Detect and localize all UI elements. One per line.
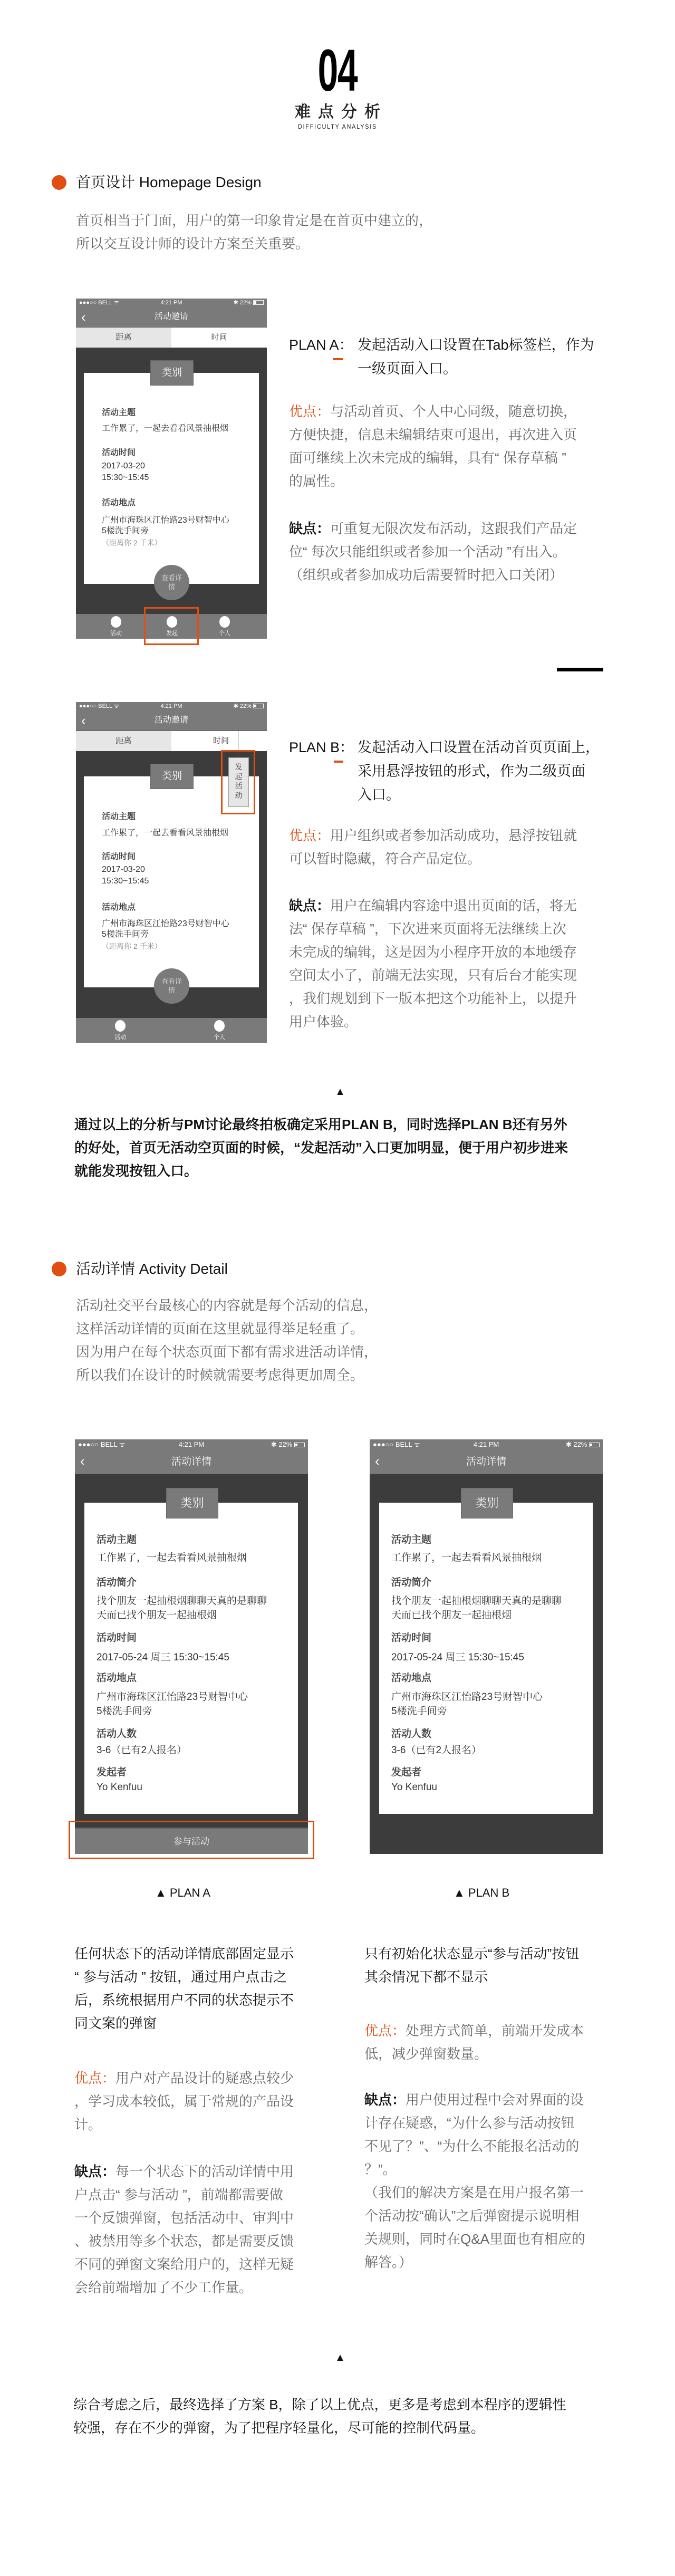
nav-bar	[75, 1450, 308, 1474]
text-line: 不同的弹窗文案给用户的，这样无疑	[74, 2256, 294, 2272]
distance-note: （距离你 2 千米）	[102, 539, 162, 547]
pros-label: 优点：	[289, 828, 331, 843]
topic-label: 活动主题	[102, 812, 136, 821]
text-line: 位“ 每次只能组织或者参加一个活动 ”有出入。	[289, 544, 566, 560]
section-bullet-icon	[52, 1262, 66, 1276]
text-line: 面可继续上次未完成的编辑，具有“ 保存草稿 ”	[289, 450, 566, 466]
text-line: 一个反馈弹窗，包括活动中、审判中	[74, 2210, 294, 2226]
text-line: 入口。	[358, 787, 400, 803]
battery-status	[271, 1439, 305, 1450]
text-line: 方便快捷，信息未编辑结束可退出，再次进入页	[289, 427, 577, 443]
battery-text: ✱ 22%	[233, 703, 252, 709]
pros-label: 优点：	[74, 2070, 116, 2086]
text-line: 活动社交平台最核心的内容就是每个活动的信息，	[76, 1297, 378, 1313]
text-line: 会给前端增加了不少工作量。	[74, 2280, 253, 2295]
tabbar-activity[interactable]	[110, 1020, 131, 1041]
date-value: 2017-03-20	[102, 462, 145, 470]
text-line: 后，系统根据用户不同的状态提示不	[74, 1992, 294, 2008]
section-bullet-icon	[52, 175, 66, 190]
distance-note: （距离你 2 千米）	[102, 942, 162, 950]
text-line: 用户使用过程中会对界面的设	[406, 2092, 584, 2108]
text-line: 综合考虑之后，最终选择了方案 B，除了以上优点，更多是考虑到本程序的逻辑性	[73, 2397, 566, 2412]
homepage-intro	[76, 209, 432, 255]
topic-value: 工作累了，一起去看看风景抽根烟	[97, 1552, 247, 1563]
text-line: 发起活动入口设置在活动首页页面上，	[358, 739, 600, 755]
category-tag: 类别	[166, 1488, 218, 1518]
time-label: 活动时间	[97, 1632, 137, 1643]
plan-underline	[334, 761, 343, 763]
activity-detail-intro	[76, 1294, 378, 1387]
text-line: 发起活动入口设置在Tab标签栏，作为	[358, 337, 594, 353]
detail-phone-plan-b	[370, 1439, 603, 1854]
back-chevron-icon[interactable]: ‹	[80, 1453, 85, 1469]
plan-a-cons	[289, 517, 577, 587]
plan-b-key	[289, 736, 354, 760]
category-tag: 类别	[150, 764, 194, 789]
text-line: 计。	[74, 2117, 102, 2132]
place-line-1: 广州市海珠区江怡路23号财智中心	[102, 919, 229, 928]
category-tag: 类别	[461, 1488, 513, 1518]
organizer-value: Yo Kenfuu	[391, 1782, 437, 1793]
nav-title: 活动详情	[466, 1456, 506, 1467]
cons-text	[289, 521, 577, 583]
text-line: 任何状态下的活动详情底部固定显示	[74, 1946, 294, 1962]
text-line: 采用悬浮按钮的形式，作为二级页面	[358, 763, 585, 779]
topic-label: 活动主题	[97, 1534, 137, 1545]
plan-b-headline	[289, 736, 600, 803]
caption-plan-b: ▲ PLAN B	[454, 1886, 510, 1899]
tabbar-activity[interactable]	[105, 616, 127, 637]
plan-underline	[333, 358, 343, 360]
caption-plan-a: ▲ PLAN A	[155, 1886, 210, 1899]
plan-a-key	[289, 333, 353, 357]
text-line: 较强，存在不少的弹窗，为了把程序轻量化，尽可能的控制代码量。	[73, 2420, 485, 2436]
pros-label: 优点：	[364, 2023, 406, 2039]
nav-title: 活动邀请	[154, 312, 188, 321]
plan-key-text: PLAN B：	[289, 739, 354, 755]
tabbar-label: 个人	[219, 630, 230, 637]
place-label: 活动地点	[102, 498, 136, 507]
back-chevron-icon[interactable]: ‹	[81, 309, 86, 325]
clock: 4:21 PM	[178, 1440, 205, 1448]
me-tab-icon	[219, 616, 230, 628]
text-line: （我们的解决方案是在用户报名第一	[364, 2185, 584, 2200]
people-value: 3-6（已有2人报名）	[391, 1745, 482, 1756]
text-line: ，我们规划到下一版本把这个功能补上，以提升	[289, 991, 577, 1006]
tabbar-me[interactable]	[214, 616, 235, 637]
text-line: 通过以上的分析与PM讨论最终拍板确定采用PLAN B，同时选择PLAN B还有另外	[74, 1117, 567, 1132]
cons-text	[364, 2092, 585, 2270]
detail-plan-b-desc	[364, 1942, 579, 1988]
place-line-1: 广州市海珠区江怡路23号财智中心	[102, 516, 229, 525]
tabbar-label: 个人	[214, 1034, 225, 1041]
detail-phone-plan-a	[75, 1439, 308, 1854]
carrier-signal: ●●●○○ BELL ᯤ	[78, 1440, 126, 1448]
text-line: “ 参与活动 ” 按钮，通过用户点击之	[74, 1969, 287, 1985]
battery-icon	[253, 300, 264, 305]
place-label: 活动地点	[102, 903, 136, 912]
time-label: 活动时间	[102, 448, 136, 457]
tabbar-label: 活动	[114, 1034, 126, 1041]
text-line: 法“ 保存草稿 ”，下次进来页面将无法继续上次	[289, 921, 566, 937]
tabbar-me[interactable]	[209, 1020, 230, 1041]
battery-status	[234, 299, 264, 307]
topic-label: 活动主题	[102, 408, 136, 417]
detail-plan-a-cons	[74, 2160, 294, 2299]
tabbar-label: 活动	[110, 630, 122, 637]
text-line: ？”。	[364, 2161, 397, 2177]
text-line: 户点击“ 参与活动 ”，前端都需要做	[74, 2187, 283, 2203]
tab-distance[interactable]: 距离	[76, 328, 171, 348]
intro-label: 活动简介	[97, 1577, 137, 1588]
time-value: 15:30~15:45	[102, 473, 149, 482]
activity-tab-icon	[111, 616, 121, 628]
tab-time[interactable]: 时间	[213, 736, 229, 745]
people-label: 活动人数	[391, 1728, 432, 1739]
activity-tab-icon	[115, 1020, 126, 1032]
plan-b-cons	[289, 894, 577, 1033]
people-label: 活动人数	[97, 1728, 137, 1739]
triangle-marker-icon: ▲	[335, 2352, 345, 2363]
clock: 4:21 PM	[473, 1440, 499, 1448]
carrier-signal: ●●●○○ BELL ᯤ	[79, 703, 119, 709]
intro-line-1: 找个朋友一起抽根烟聊聊天真的是聊聊	[97, 1595, 267, 1607]
nav-bar	[76, 307, 267, 328]
section-number: 04	[317, 37, 358, 103]
nav-title: 活动邀请	[154, 716, 188, 725]
cons-label: 缺点：	[289, 521, 331, 536]
view-details-button[interactable]: 查看详情	[154, 565, 189, 600]
detail-plan-b-pros	[364, 2019, 584, 2065]
place-line-1: 广州市海珠区江怡路23号财智中心	[97, 1691, 248, 1703]
launch-activity-float-button[interactable]: 发起活动	[228, 757, 249, 807]
plan-a-headline-text	[358, 333, 594, 381]
topic-value: 工作累了，一起去看看风景抽根烟	[391, 1552, 542, 1563]
text-line: 所以我们在设计的时候就需要考虑得更加周全。	[76, 1367, 364, 1383]
time-label: 活动时间	[102, 852, 136, 861]
view-details-button[interactable]: 查看详情	[154, 968, 189, 1004]
organizer-label: 发起者	[97, 1767, 127, 1778]
plan-a-pros	[289, 400, 577, 493]
back-chevron-icon[interactable]: ‹	[375, 1453, 380, 1469]
home-phone-plan-a	[76, 299, 267, 639]
carrier-signal: ●●●○○ BELL ᯤ	[373, 1440, 420, 1448]
organizer-value: Yo Kenfuu	[97, 1782, 142, 1793]
join-activity-button[interactable]: 参与活动	[75, 1828, 308, 1854]
bottom-tab-bar	[76, 1018, 267, 1043]
homepage-design-heading: 首页设计 Homepage Design	[76, 174, 262, 190]
category-tag: 类别	[150, 360, 194, 386]
text-line: ，学习成本较低，属于常规的产品设	[74, 2093, 294, 2109]
text-line: 计存在疑惑，“为什么参与活动按钮	[364, 2115, 575, 2131]
detail-plan-a-desc	[74, 1942, 294, 2035]
organizer-label: 发起者	[391, 1767, 422, 1778]
me-tab-icon	[214, 1020, 225, 1032]
text-line: 低，减少弹窗数量。	[364, 2046, 488, 2062]
status-bar	[370, 1439, 603, 1450]
battery-text: ✱ 22%	[565, 1440, 587, 1448]
battery-icon	[294, 1443, 305, 1447]
battery-icon	[253, 704, 264, 708]
text-line: 解答。）	[364, 2254, 413, 2270]
text-line: 用户组织或者参加活动成功，悬浮按钮就	[330, 828, 577, 843]
plan-a-headline	[289, 333, 594, 377]
tab-time[interactable]: 时间	[211, 333, 227, 342]
intro-line-1: 找个朋友一起抽根烟聊聊天真的是聊聊	[391, 1595, 562, 1607]
text-line: 用户在编辑内容途中退出页面的话，将无	[330, 898, 577, 914]
clock: 4:21 PM	[160, 300, 182, 306]
text-line: 用户体验。	[289, 1014, 358, 1030]
text-line: 可重复无限次发布活动，这跟我们产品定	[330, 521, 577, 536]
intro-line-2: 天而已找个朋友一起抽根烟	[391, 1610, 512, 1621]
text-line: （组织或者参加成功后需要暂时把入口关闭）	[289, 567, 564, 583]
date-value: 2017-03-20	[102, 865, 145, 874]
time-label: 活动时间	[391, 1632, 432, 1643]
detail-plan-b-cons	[364, 2088, 585, 2274]
text-line: 所以交互设计师的设计方案至关重要。	[76, 236, 310, 252]
tab-distance[interactable]: 距离	[76, 731, 171, 751]
tabbar-label: 发起	[166, 630, 178, 637]
intro-line-2: 天而已找个朋友一起抽根烟	[97, 1610, 217, 1621]
plan-key-text: PLAN A：	[289, 337, 353, 353]
place-line-2: 5楼洗手间旁	[391, 1706, 447, 1717]
cons-text	[289, 898, 577, 1030]
cons-label: 缺点：	[364, 2092, 406, 2108]
status-bar	[76, 299, 267, 307]
text-line: 空间太小了，前端无法实现，只有后台才能实现	[289, 967, 577, 983]
text-line: 每一个状态下的活动详情中用	[115, 2164, 294, 2179]
time-value: 15:30~15:45	[102, 877, 149, 886]
place-label: 活动地点	[391, 1673, 432, 1684]
intro-label: 活动简介	[391, 1577, 432, 1588]
status-bar	[75, 1439, 308, 1450]
place-line-2: 5楼洗手间旁	[102, 930, 149, 939]
time-value: 2017-05-24 周三 15:30~15:45	[97, 1652, 229, 1663]
battery-icon	[589, 1443, 600, 1447]
plan-b-pros	[289, 824, 577, 870]
battery-status	[234, 702, 264, 710]
time-value: 2017-05-24 周三 15:30~15:45	[391, 1652, 524, 1663]
nav-title: 活动详情	[171, 1456, 211, 1467]
carrier-signal: ●●●○○ BELL ᯤ	[79, 300, 119, 306]
highlight-float-button	[221, 750, 255, 814]
text-line: 个活动按“确认”之后弹窗提示说明相	[364, 2208, 580, 2224]
text-line: 、被禁用等多个状态，都是需要反馈	[74, 2233, 294, 2249]
pros-text	[289, 828, 577, 867]
place-line-1: 广州市海珠区江怡路23号财智中心	[391, 1691, 543, 1703]
topic-label: 活动主题	[391, 1534, 432, 1545]
text-line: 未完成的编辑，这是因为小程序开放的本地缓存	[289, 944, 577, 960]
text-line: 的好处，首页无活动空页面的时候，“发起活动”入口更加明显，便于用户初步进来	[74, 1140, 568, 1156]
pros-text	[289, 403, 577, 489]
activity-detail-heading: 活动详情 Activity Detail	[76, 1261, 228, 1277]
text-line: 只有初始化状态显示“参与活动”按钮	[364, 1946, 580, 1962]
clock: 4:21 PM	[160, 703, 182, 709]
text-line: 处理方式简单，前端开发成本	[406, 2023, 584, 2039]
sort-tabs	[76, 328, 267, 348]
cons-label: 缺点：	[74, 2164, 116, 2179]
section-title-cn: 难点分析	[295, 103, 388, 121]
detail-plan-a-pros	[74, 2066, 294, 2136]
battery-status	[566, 1439, 600, 1450]
text-line: 用户对产品设计的疑惑点较少	[115, 2070, 294, 2086]
highlight-launch-tab	[144, 607, 199, 645]
nav-bar	[370, 1450, 603, 1474]
section-title-en: DIFFICULTY ANALYSIS	[297, 123, 378, 130]
text-line: 首页相当于门面，用户的第一印象肯定是在首页中建立的，	[76, 213, 433, 228]
final-conclusion	[73, 2393, 566, 2439]
cons-text	[74, 2164, 294, 2295]
text-line: 因为用户在每个状态页面下都有需求进活动详情，	[76, 1344, 378, 1360]
battery-text: ✱ 22%	[271, 1440, 293, 1448]
text-line: 就能发现按钮入口。	[74, 1163, 198, 1179]
place-label: 活动地点	[97, 1673, 137, 1684]
plan-b-headline-text	[358, 736, 600, 807]
pros-label: 优点：	[289, 403, 331, 419]
place-line-2: 5楼洗手间旁	[102, 526, 149, 535]
battery-text: ✱ 22%	[233, 300, 252, 306]
cons-label: 缺点：	[289, 898, 331, 914]
triangle-marker-icon: ▲	[335, 1086, 345, 1098]
topic-value: 工作累了，一起去看看风景抽根烟	[102, 829, 229, 838]
text-line: 与活动首页、个人中心同级，随意切换，	[330, 403, 577, 419]
homepage-conclusion	[74, 1113, 568, 1183]
divider-bar	[557, 668, 603, 671]
text-line: 不见了？”、“为什么不能报名活动的	[364, 2138, 580, 2154]
text-line: 这样活动详情的页面在这里就显得举足轻重了。	[76, 1321, 364, 1337]
status-bar	[76, 702, 267, 710]
highlight-join-button	[69, 1821, 314, 1859]
text-line: 一级页面入口。	[358, 361, 457, 377]
text-line: 的属性。	[289, 473, 344, 489]
text-line: 同文案的弹窗	[74, 2015, 157, 2031]
text-line: 可以暂时隐藏，符合产品定位。	[289, 851, 481, 867]
place-line-2: 5楼洗手间旁	[97, 1706, 152, 1717]
text-line: 其余情况下都不显示	[364, 1969, 488, 1985]
text-line: 关规则，同时在Q&A里面也有相应的	[364, 2231, 585, 2247]
topic-value: 工作累了，一起去看看风景抽根烟	[102, 424, 229, 433]
people-value: 3-6（已有2人报名）	[97, 1745, 187, 1756]
nav-bar	[76, 710, 267, 731]
back-chevron-icon[interactable]: ‹	[81, 713, 86, 728]
